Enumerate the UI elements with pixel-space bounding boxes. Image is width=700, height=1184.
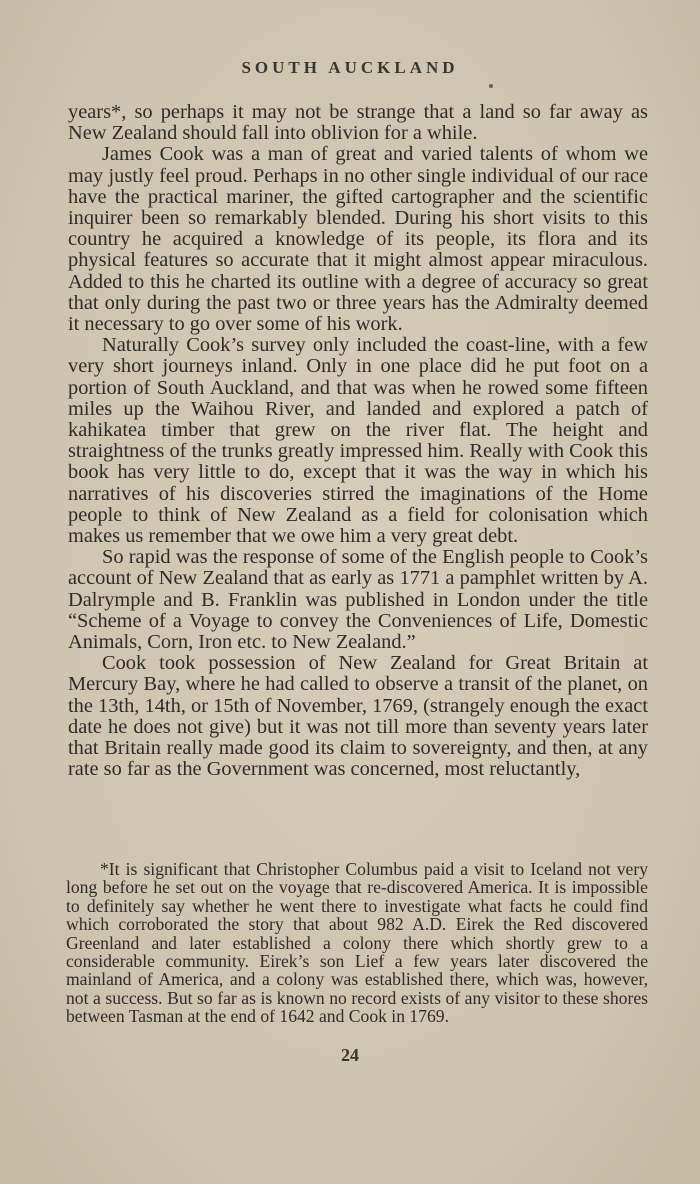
running-head: SOUTH AUCKLAND bbox=[241, 58, 459, 77]
footnote bbox=[66, 860, 648, 1026]
paragraph-james-cook: James Cook was a man of great and varied talents of whom we may justly feel proud. Perhaps in no other single individual of our race have the practical mariner, the gifted cartographer and the scientific inquirer been so remarkably blended. During his short visits to this country he acquired a knowledge of its people, its flora and its physical features so accurate that it might almost appear miraculous. Added to this he charted its outline with a degree of accuracy so great that only during the past two or three years has the Admiralty deemed it necessary to go over some of his work. bbox=[68, 143, 648, 336]
body-text bbox=[68, 102, 648, 781]
paragraph-possession: Cook took possession of New Zealand for Great Britain at Mercury Bay, where he had called to observe a transit of the planet, on the 13th, 14th, or 15th of November, 1769, (strangely enough the exact date he does not give) but it was not till more than seventy years later that Britain really made good its claim to sovereignty, and then, at any rate so far as the Government was concerned, most reluctantly, bbox=[68, 652, 648, 781]
header-ornament-dot bbox=[489, 84, 493, 88]
paragraph-pamphlet: So rapid was the response of some of the English people to Cook’s account of New Zealand that as early as 1771 a pamphlet written by A. Dalrymple and B. Franklin was published in London under the title “Scheme of a Voyage to convey the Conveniences of Life, Domestic Animals, Corn, Iron etc. to New Zealand.” bbox=[68, 546, 648, 654]
footnote-text: *It is significant that Christopher Columbus paid a visit to Iceland not very long before he set out on the voyage that re-discovered America. It is impossible to definitely say whether he went there to investigate what facts he could find which corroborated the story that about 982 A.D. Eirek the Red discovered Greenland and later established a colony there which shortly grew to a considerable community. Eirek’s son Lief a few years later discovered the mainland of America, and a colony was established there, which was, however, not a success. But so far as is known no record exists of any visitor to these shores between Tasman at the end of 1642 and Cook in 1769. bbox=[66, 859, 648, 1027]
paragraph-continued: years*, so perhaps it may not be strange that a land so far away as New Zealand should fall into oblivion for a while. bbox=[68, 101, 648, 145]
page-number: 24 bbox=[341, 1045, 359, 1065]
paragraph-cook-survey: Naturally Cook’s survey only included the coast-line, with a few very short journeys inland. Only in one place did he put foot on a portion of South Auckland, and that was when he rowed some fifteen miles up the Waihou River, and landed and explored a patch of kahikatea timber that grew on the river flat. The height and straightness of the trunks greatly impressed him. Really with Cook this book has very little to do, except that it was the way in which his narratives of his discoveries stirred the imaginations of the Home people to think of New Zealand as a field for colonisation which makes us remember that we owe him a very great debt. bbox=[68, 334, 648, 548]
